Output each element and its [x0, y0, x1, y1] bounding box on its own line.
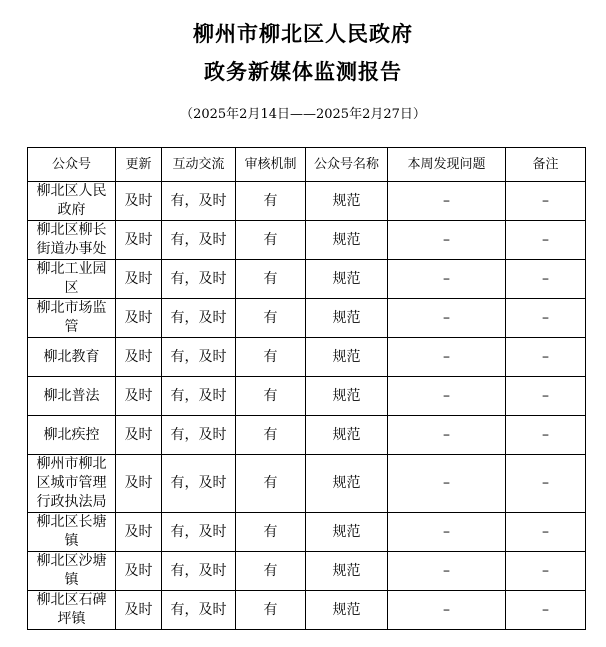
interaction-cell: 有，及时 [162, 416, 236, 455]
review-cell: 有 [236, 552, 306, 591]
issues-cell: – [388, 513, 506, 552]
account-name-cell: 柳北区石碑坪镇 [28, 591, 116, 630]
issues-cell: – [388, 338, 506, 377]
name-status-cell: 规范 [306, 591, 388, 630]
interaction-cell: 有，及时 [162, 377, 236, 416]
review-cell: 有 [236, 260, 306, 299]
issues-cell: – [388, 552, 506, 591]
review-cell: 有 [236, 182, 306, 221]
report-date-range: （2025年2月14日——2025年2月27日） [180, 107, 426, 122]
update-cell: 及时 [116, 338, 162, 377]
issues-cell: – [388, 416, 506, 455]
issues-cell: – [388, 260, 506, 299]
update-cell: 及时 [116, 260, 162, 299]
issues-cell: – [388, 182, 506, 221]
remarks-cell: – [506, 338, 586, 377]
update-cell: 及时 [116, 299, 162, 338]
issues-cell: – [388, 377, 506, 416]
interaction-cell: 有，及时 [162, 552, 236, 591]
table-row [28, 377, 586, 416]
table-row [28, 338, 586, 377]
account-name-cell: 柳北区人民政府 [28, 182, 116, 221]
name-status-cell: 规范 [306, 513, 388, 552]
table-row [28, 552, 586, 591]
name-status-cell: 规范 [306, 455, 388, 513]
monitoring-table [27, 147, 586, 630]
interaction-cell: 有，及时 [162, 260, 236, 299]
interaction-cell: 有，及时 [162, 221, 236, 260]
table-row [28, 182, 586, 221]
remarks-cell: – [506, 591, 586, 630]
review-cell: 有 [236, 513, 306, 552]
review-cell: 有 [236, 338, 306, 377]
account-name-cell: 柳北普法 [28, 377, 116, 416]
update-cell: 及时 [116, 455, 162, 513]
column-header: 公众号 [28, 148, 116, 182]
remarks-cell: – [506, 377, 586, 416]
issues-cell: – [388, 299, 506, 338]
name-status-cell: 规范 [306, 552, 388, 591]
interaction-cell: 有，及时 [162, 299, 236, 338]
account-name-cell: 柳北区长塘镇 [28, 513, 116, 552]
issues-cell: – [388, 455, 506, 513]
review-cell: 有 [236, 221, 306, 260]
interaction-cell: 有，及时 [162, 591, 236, 630]
update-cell: 及时 [116, 552, 162, 591]
table-row [28, 591, 586, 630]
name-status-cell: 规范 [306, 221, 388, 260]
column-header: 公众号名称 [306, 148, 388, 182]
column-header: 更新 [116, 148, 162, 182]
remarks-cell: – [506, 260, 586, 299]
name-status-cell: 规范 [306, 338, 388, 377]
column-header: 本周发现问题 [388, 148, 506, 182]
remarks-cell: – [506, 416, 586, 455]
remarks-cell: – [506, 299, 586, 338]
table-row [28, 221, 586, 260]
issues-cell: – [388, 591, 506, 630]
account-name-cell: 柳北区柳长街道办事处 [28, 221, 116, 260]
column-header: 审核机制 [236, 148, 306, 182]
update-cell: 及时 [116, 416, 162, 455]
account-name-cell: 柳州市柳北区城市管理行政执法局 [28, 455, 116, 513]
table-row [28, 416, 586, 455]
account-name-cell: 柳北市场监管 [28, 299, 116, 338]
update-cell: 及时 [116, 221, 162, 260]
table-row [28, 455, 586, 513]
update-cell: 及时 [116, 182, 162, 221]
column-header: 备注 [506, 148, 586, 182]
remarks-cell: – [506, 513, 586, 552]
account-name-cell: 柳北教育 [28, 338, 116, 377]
remarks-cell: – [506, 552, 586, 591]
interaction-cell: 有，及时 [162, 513, 236, 552]
table-header-row [28, 148, 586, 182]
interaction-cell: 有，及时 [162, 338, 236, 377]
account-name-cell: 柳北区沙塘镇 [28, 552, 116, 591]
account-name-cell: 柳北疾控 [28, 416, 116, 455]
name-status-cell: 规范 [306, 260, 388, 299]
remarks-cell: – [506, 182, 586, 221]
name-status-cell: 规范 [306, 299, 388, 338]
review-cell: 有 [236, 299, 306, 338]
remarks-cell: – [506, 221, 586, 260]
table-row [28, 260, 586, 299]
review-cell: 有 [236, 377, 306, 416]
name-status-cell: 规范 [306, 182, 388, 221]
review-cell: 有 [236, 591, 306, 630]
account-name-cell: 柳北工业园区 [28, 260, 116, 299]
review-cell: 有 [236, 416, 306, 455]
column-header: 互动交流 [162, 148, 236, 182]
table-row [28, 513, 586, 552]
table-row [28, 299, 586, 338]
issues-cell: – [388, 221, 506, 260]
interaction-cell: 有，及时 [162, 455, 236, 513]
review-cell: 有 [236, 455, 306, 513]
name-status-cell: 规范 [306, 377, 388, 416]
update-cell: 及时 [116, 591, 162, 630]
update-cell: 及时 [116, 377, 162, 416]
report-title-line2: 政务新媒体监测报告 [204, 60, 402, 84]
interaction-cell: 有，及时 [162, 182, 236, 221]
name-status-cell: 规范 [306, 416, 388, 455]
update-cell: 及时 [116, 513, 162, 552]
remarks-cell: – [506, 455, 586, 513]
report-title-line1: 柳州市柳北区人民政府 [193, 22, 413, 46]
